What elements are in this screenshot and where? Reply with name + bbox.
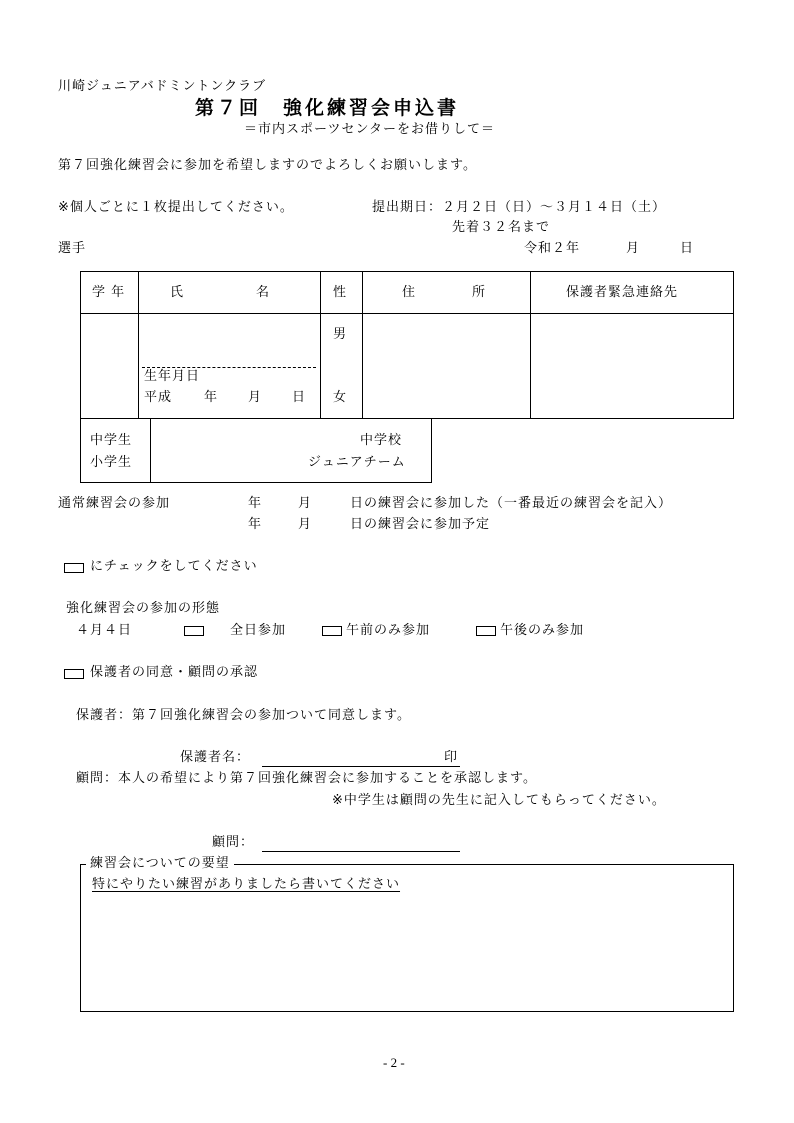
regular-line1-text: 日の練習会に参加した（一番最近の練習会を記入）	[350, 496, 673, 511]
check-instruction: にチェックをしてください	[90, 559, 258, 574]
date-day: 日	[680, 241, 695, 256]
header-address-2: 所	[472, 285, 487, 300]
participation-title: 強化練習会の参加の形態	[66, 601, 221, 616]
regular-practice-label: 通常練習会の参加	[58, 496, 171, 511]
club-name: 川崎ジュニアバドミントンクラブ	[58, 79, 267, 94]
sex-male: 男	[333, 327, 348, 342]
page-subtitle: ＝市内スポーツセンターをお借りして＝	[244, 122, 495, 137]
school-junior-team-suffix: ジュニアチーム	[308, 455, 406, 470]
player-label: 選手	[58, 241, 87, 256]
checkbox-morning-only[interactable]	[322, 626, 342, 636]
header-name-family: 氏	[170, 285, 185, 300]
header-emergency-contact: 保護者緊急連絡先	[566, 285, 679, 300]
regular-line1-month: 月	[298, 496, 313, 511]
school-junior-high-label: 中学生	[90, 433, 133, 448]
advisor-note: ※中学生は顧問の先生に記入してもらってください。	[332, 793, 666, 808]
checkbox-legend-icon	[64, 563, 84, 573]
birth-day: 日	[292, 390, 307, 405]
header-address-1: 住	[402, 285, 417, 300]
header-grade: 学 年	[92, 285, 126, 300]
header-name-given: 名	[256, 285, 271, 300]
birth-date-label: 生年月日	[144, 369, 201, 384]
birth-era: 平成	[144, 390, 173, 405]
birth-month: 月	[248, 390, 263, 405]
option-morning-only: 午前のみ参加	[346, 623, 431, 638]
capacity-limit: 先着３２名まで	[452, 220, 551, 235]
submission-note: ※個人ごとに１枚提出してください。	[58, 200, 294, 215]
intro-text: 第７回強化練習会に参加を希望しますのでよろしくお願いします。	[58, 158, 477, 173]
guardian-name-line[interactable]	[262, 766, 460, 767]
school-elementary-label: 小学生	[90, 455, 133, 470]
page-title: 第７回 強化練習会申込書	[195, 97, 460, 119]
regular-line1-year: 年	[248, 496, 263, 511]
header-sex: 性	[333, 285, 348, 300]
checkbox-full-day[interactable]	[184, 626, 204, 636]
regular-line2-month: 月	[298, 517, 313, 532]
advisor-statement: 顧問：本人の希望により第７回強化練習会に参加することを承認します。	[76, 771, 537, 786]
option-afternoon-only: 午後のみ参加	[500, 623, 585, 638]
checkbox-afternoon-only[interactable]	[476, 626, 496, 636]
guardian-name-label: 保護者名：	[180, 750, 251, 765]
date-era-year: 令和２年	[524, 241, 581, 256]
sex-female: 女	[333, 390, 348, 405]
page-number: - 2 -	[383, 1055, 405, 1070]
guardian-seal: 印	[444, 750, 459, 765]
guardian-statement: 保護者：第７回強化練習会の参加ついて同意します。	[76, 708, 411, 723]
regular-line2-text: 日の練習会に参加予定	[350, 517, 491, 532]
regular-line2-year: 年	[248, 517, 263, 532]
advisor-label: 顧問：	[212, 835, 255, 850]
consent-title: 保護者の同意・顧問の承認	[90, 665, 259, 680]
advisor-signature-line[interactable]	[262, 851, 460, 852]
request-legend: 練習会についての要望	[86, 856, 234, 872]
birth-year: 年	[204, 390, 219, 405]
request-prompt: 特にやりたい練習がありましたら書いてください	[92, 877, 401, 892]
date-month: 月	[626, 241, 641, 256]
submission-period: 提出期日：２月２日（日）～３月１４日（土）	[372, 200, 667, 215]
school-junior-high-suffix: 中学校	[360, 433, 403, 448]
participation-date: ４月４日	[76, 623, 133, 638]
option-full-day: 全日参加	[230, 623, 287, 638]
checkbox-consent[interactable]	[64, 669, 84, 679]
